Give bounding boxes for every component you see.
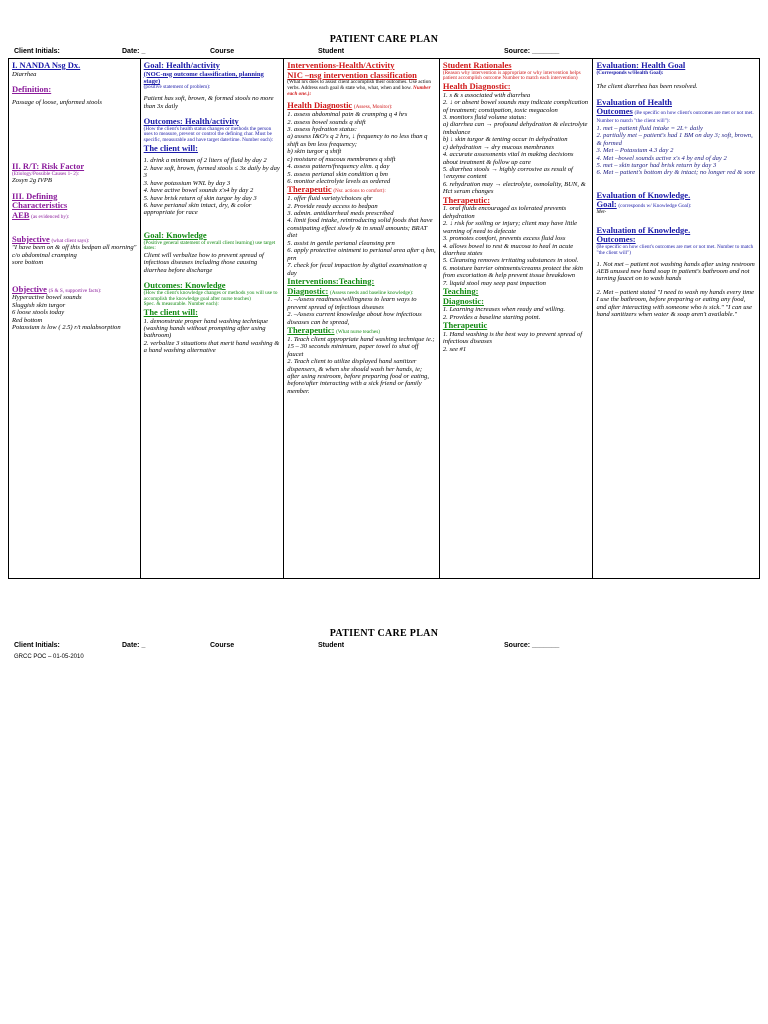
evaluation-heading: Evaluation: Health Goal	[596, 60, 686, 70]
aeb-line: AEB (as evidenced by):	[12, 210, 70, 220]
outcomes-knowledge-note: (How the client's knowledge changes or methods you will use to accomplish the knowledge goal after nurse teaches)	[143, 289, 278, 302]
list-item: 2. –Assess current knowledge about how infectious diseases can be spread,	[287, 311, 422, 326]
noc-note: (positive statement of problem):	[143, 84, 211, 91]
student-label: Student	[318, 48, 345, 55]
list-item: 6. moisture barrier ointments/creams protect the skin from excoriation & help prevent tissue breakdown	[442, 264, 583, 280]
list-item: a) diarrhea can → profound dehydration & electrolyte imbalance	[442, 121, 588, 136]
list-item: 7. liquid stool may seep past impaction	[442, 279, 546, 287]
eval-knowledge-label: Evaluation of Knowledge.	[596, 189, 691, 200]
list-item: 6. have perianal skin intact, dry, & color appropriate for race	[143, 202, 252, 217]
list-item: c/o abdominal cramping	[12, 251, 77, 259]
list-item: 1. oral fluids encouraged as tolerated prevents dehydration	[442, 205, 567, 220]
rationale-therapeutic-label: Therapeutic:	[442, 194, 491, 205]
list-item: 5. Cleansing removes irritating substances in stool.	[442, 257, 579, 265]
rt-value: Zosyn 2g IVPB	[12, 177, 52, 185]
list-item: Red bottom	[12, 316, 43, 324]
goal-text: Patient has soft, brown, & formed stools no more than 3x daily	[143, 95, 274, 110]
list-item: 2. Provide ready access to bedpan	[287, 202, 378, 210]
subjective-list	[12, 252, 137, 267]
client-will-label: The client will:	[143, 142, 198, 153]
list-item: b) skin turgor q shift	[287, 148, 342, 156]
outcomes-note: (How the client's health status changes or methods the person uses to measure, prevent or control the defining char. Must be specific, measurable and have target date/time. Number each):	[143, 125, 274, 144]
list-item: 4. allows bowel to rest & mucosa to heal in acute diarrhea states	[442, 242, 574, 257]
list-item: 1. Not met – patient not washing hands after using restroom AEB unused new hand soap in patient's bathroom and not turning faucet on to wash hands	[596, 260, 755, 283]
list-item: 1. Hand washing is the best way to prevent spread of infectious diseases	[442, 330, 583, 346]
list-item: 4. assess pattern/frequency elim. q day	[287, 163, 390, 171]
list-item: 3. assess hydration status:	[287, 125, 357, 133]
list-item: 6. monitor electrolyte levels as ordered	[287, 178, 391, 185]
care-plan-table	[8, 58, 760, 579]
list-item: 5. assess perianal skin condition q bm	[287, 170, 388, 178]
list-item: 6 loose stools today	[12, 309, 65, 317]
eval-knowledge-note: (Be specific on how client's outcomes are met or not met. Number to match "the client will")	[596, 244, 754, 256]
list-item: 4. have active bowel sounds x's4 by day 2	[143, 187, 254, 195]
teach-diagnostic-line: Diagnostic: (Assess needs and baseline knowledge):	[287, 285, 414, 296]
therapeutic-list	[287, 195, 436, 277]
rt-label: II. R/T: Risk Factor	[12, 161, 85, 172]
goal-evaluation-text: The client diarrhea has been resolved.	[596, 83, 698, 91]
list-item: 6. rehydration may → electrolyte, osmolality, BUN, & Hct serum changes	[442, 180, 586, 196]
list-item: 2. Provides a baseline starting point.	[442, 313, 541, 321]
list-item: 3. promotes comfort, prevents excess fluid loss	[442, 235, 566, 243]
list-item: a) assess I&O's q 2 hrs, ↓ frequency to no less than q shift as bm less frequency;	[287, 133, 428, 148]
list-item: 2. see #1	[442, 345, 467, 353]
goal-knowledge-note: (Positive general statement of overall client learning) use target dates:	[143, 239, 276, 252]
nic-note: (What nrs does to assist client accomplish their outcomes. Use action verbs. Address each goal & state who, what, when and how. Number each one.):	[287, 79, 431, 97]
list-item: c) dehydration → dry mucous membranes	[442, 143, 555, 151]
list-item: 5. met – skin turgor had brisk return by day 3	[596, 161, 717, 169]
list-item: 7. check for fecal impaction by digital examination q day	[287, 262, 427, 277]
eval-knowledge-met: Met-	[596, 209, 607, 216]
eval-health-outcomes-line: Outcomes (Be specific on how client's outcomes are met or not met. Number to match "the client will"):	[596, 106, 754, 125]
outcomes-label: Outcomes: Health/activity	[143, 116, 239, 127]
rationales-heading: Student Rationales	[442, 60, 512, 70]
rationale-teaching-label: Teaching:	[442, 286, 479, 297]
rationale-teach-therapeutic-list	[443, 331, 590, 353]
list-item: 1. offer fluid variety/choices qhr	[287, 195, 373, 203]
list-item: 2. partially met – patient's had 1 BM on day 3; soft, brown, & formed	[596, 132, 753, 147]
course-label: Course	[210, 48, 235, 55]
eval-health-list	[596, 125, 756, 177]
list-item: 4. limit food intake, reintroducing solid foods that have constipating effect slowly & in small amounts; BRAT diet	[287, 217, 433, 240]
list-item: 3. have potassium WNL by day 3	[143, 179, 231, 187]
client-will-label-2: The client will:	[143, 307, 198, 317]
course-label-repeat: Course	[210, 642, 235, 649]
rt-note: (Etiology/Possible Causes 1- 2):	[12, 170, 80, 177]
rationale-diagnostic-label: Health Diagnostic:	[442, 81, 511, 92]
client-initials-label: Client Initials:	[14, 48, 60, 55]
list-item: 1. –Assess readiness/willingness to learn ways to prevent spread of infectious diseases	[287, 296, 417, 311]
goal-column	[141, 59, 285, 578]
list-item: b) ↓ skin turgor & tenting occur in dehydration	[442, 136, 568, 144]
page-title-repeat: PATIENT CARE PLAN	[329, 628, 439, 639]
list-item: 3. admin. antidiarrheal meds prescribed	[287, 210, 394, 218]
eval-knowledge-goal-line: Goal: (corresponds w/ Knowledge Goal):	[596, 199, 692, 210]
teach-diagnostic-list	[287, 296, 436, 326]
list-item: 2. verbalize 3 situations that merit hand washing & a hand washing alternative	[143, 339, 280, 355]
list-item: 2. Teach client to utilize displayed hand sanitizer dispensers, & when she should wash her hands, ie; after using restroom, before preparing food or eating, before/after interacting with a sick friend or family member.	[287, 358, 429, 395]
list-item: 4. Met –bowel sounds active x's 4 by end of day 2	[596, 154, 727, 162]
eval-health-label: Evaluation of Health	[596, 96, 673, 107]
date-label: Date: _	[122, 48, 146, 55]
definition-text: Passage of loose, unformed stools	[12, 98, 102, 106]
source-label: Source: _______	[504, 48, 560, 55]
list-item: c) moisture of mucous membranes q shift	[287, 155, 396, 163]
list-item: 1. demonstrate proper hand washing technique (washing hands without prompting after using bathroom)	[143, 317, 268, 340]
list-item: 1. drink a minimum of 2 liters of fluid by day 2	[143, 157, 267, 165]
nanda-column	[9, 59, 141, 578]
eval-knowledge-list	[596, 261, 756, 319]
list-item: 6. apply protective ointment to perianal area after q bm, prn	[287, 247, 436, 262]
nanda-value: Diarrhea	[12, 70, 37, 78]
teach-therapeutic-list	[287, 336, 436, 396]
list-item: 3. monitors fluid volume status:	[442, 113, 527, 121]
goal-knowledge-text: Client will verbalize how to prevent spread of infectious diseases including those causing diarrhea before discharge	[143, 251, 264, 274]
date-label-repeat: Date: _	[122, 642, 146, 649]
interventions-heading: Interventions-Health/Activity	[287, 60, 395, 70]
eval-knowledge-label-2: Evaluation of Knowledge.	[596, 224, 691, 235]
teach-therapeutic-line: Therapeutic: (What nurse teaches)	[287, 325, 380, 336]
list-item: 6. Met – patient's bottom dry & intact; no longer red & sore	[596, 169, 756, 177]
eval-knowledge-outcomes-label: Outcomes:	[596, 234, 636, 245]
health-diagnostic-list	[287, 111, 436, 185]
list-item: Hyperactive bowel sounds	[12, 294, 82, 302]
outcomes-knowledge-label: Outcomes: Knowledge	[143, 280, 226, 291]
noc-label: (NOC-nsg outcome classification, planning stage)	[143, 70, 264, 86]
outcomes-knowledge-note-2: Spec. & measurable. Number each):	[143, 301, 219, 308]
rationale-teach-therapeutic-label: Therapeutic	[442, 320, 488, 331]
footer-code: GRCC POC – 01-05-2010	[14, 654, 84, 660]
teaching-label: Interventions:Teaching:	[287, 275, 375, 286]
outcomes-list	[144, 157, 281, 217]
evaluation-heading-note: (Corresponds w/Health Goal):	[596, 69, 664, 76]
list-item: 3. Met – Potassium 4.3 day 2	[596, 147, 674, 155]
list-item: 1. Teach client appropriate hand washing technique ie.; 15 – 30 seconds minimum, paper towel to shut off faucet	[287, 335, 435, 358]
page-title: PATIENT CARE PLAN	[329, 34, 439, 45]
rationale-teach-diagnostic-list	[443, 306, 590, 321]
list-item: Potassium is low ( 2.5) r/t malabsorption	[12, 324, 121, 332]
knowledge-outcomes-list	[144, 318, 281, 355]
list-item: 2. have soft, brown, formed stools ≤ 3x daily by day 3	[143, 164, 280, 180]
subjective-line: Subjective (what client says):	[12, 233, 90, 244]
rationales-note: (Reason why intervention is appropriate or why intervention helps patient accomplish outcome Number to match each intervention)	[442, 69, 581, 82]
list-item: 5. diarrhea stools → highly corrosive as result of ↑enzyme content	[442, 166, 573, 181]
list-item: 1. Learning increases when ready and willing.	[442, 306, 566, 314]
objective-line: Objective (S & S, supportive facts):	[12, 283, 102, 294]
list-item: sore bottom	[12, 259, 44, 267]
list-item: 1. met – patient fluid intake = 2L+ daily	[596, 124, 703, 132]
health-diagnostic-line: Health Diagnostic (Assess, Monitor):	[287, 100, 393, 111]
nanda-label: I. NANDA Nsg Dx.	[12, 60, 81, 70]
list-item: 2. assess bowel sounds q shift	[287, 118, 366, 126]
list-item: 4. accurate assessments vital in making decisions about treatment & follow up care	[442, 151, 574, 166]
nic-label: NIC –nsg intervention classification	[287, 69, 417, 80]
evaluation-column	[593, 59, 759, 578]
list-item: 5. assist in gentle perianal cleansing prn	[287, 239, 395, 247]
rationales-column	[440, 59, 594, 578]
rationale-therapeutic-list	[443, 205, 590, 287]
rationale-diagnostic-list	[443, 92, 590, 196]
therapeutic-line: Therapeutic (Nsr. actions to comfort):	[287, 184, 386, 195]
list-item: 5. have brisk return of skin turgor by day 3	[143, 194, 257, 202]
list-item: 1. s & s associated with diarrhea	[442, 91, 531, 99]
list-item: Sluggish skin turgor	[12, 301, 66, 309]
client-initials-label-repeat: Client Initials:	[14, 642, 60, 649]
rationale-teach-diagnostic-label: Diagnostic:	[442, 295, 484, 306]
source-label-repeat: Source: _______	[504, 642, 560, 649]
student-label-repeat: Student	[318, 642, 345, 649]
list-item: 1. assess abdominal pain & cramping q 4 hrs	[287, 111, 408, 119]
defining-label: III. Defining Characteristics	[12, 190, 68, 211]
list-item: 2. ↓ risk for soiling or injury; client may have little warning of need to defecate	[442, 220, 578, 235]
interventions-column	[284, 59, 440, 578]
subjective-quote: "I have been on & off this bedpan all morning"	[12, 244, 137, 252]
list-item: 2. ↓ or absent bowel sounds may indicate complication of treatment; constipation, toxic megacolon	[442, 99, 589, 114]
definition-label: Definition:	[12, 84, 52, 95]
list-item: 2. Met – patient stated "I need to wash my hands every time I use the bathroom, before preparing or eating any food, and after interacting with someone who is sick." "I can use hand sanitizers when water & soap aren't available."	[596, 288, 754, 319]
goal-label: Goal: Health/activity	[143, 60, 220, 70]
goal-knowledge-label: Goal: Knowledge	[143, 229, 207, 240]
objective-list	[12, 294, 137, 331]
